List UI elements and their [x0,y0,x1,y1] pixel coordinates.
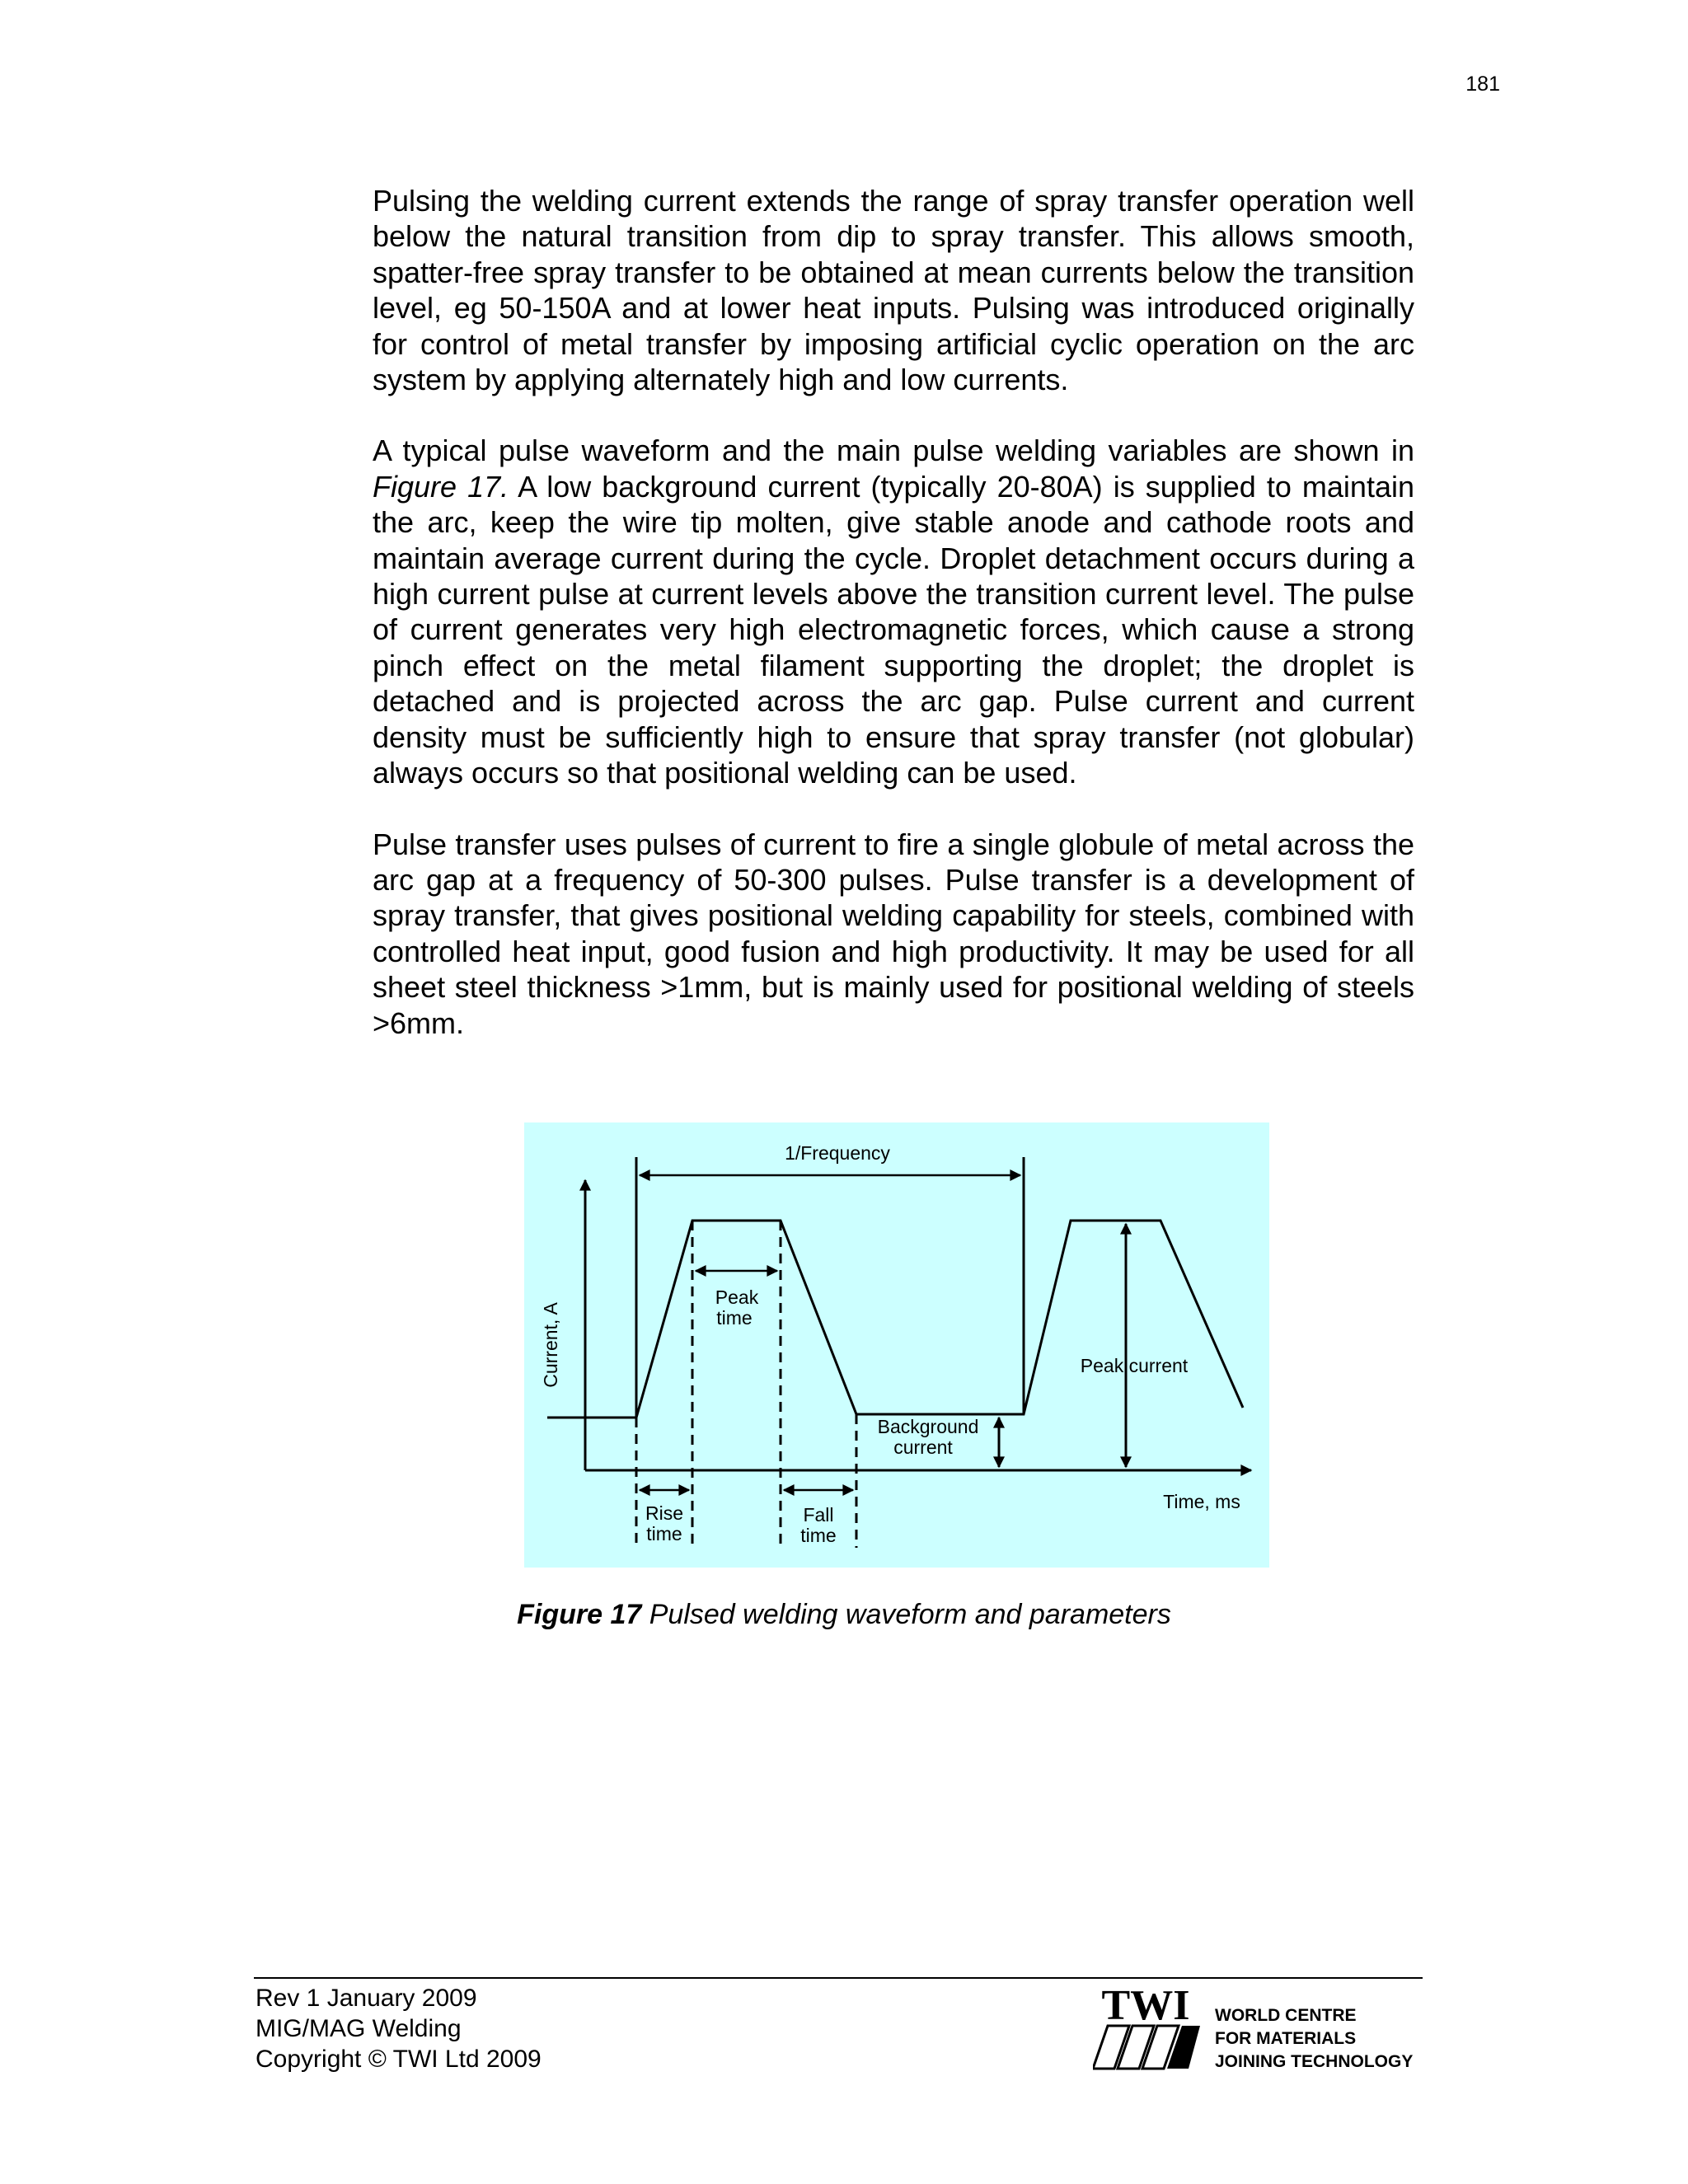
caption-label: Figure 17 [517,1599,642,1630]
body-text [373,183,1414,1076]
fall-time-label-1: Fall [803,1504,834,1526]
paragraph-3: Pulse transfer uses pulses of current to fire a single globule of metal across the arc gap at a frequency of 50-300 pulses. Pulse transfer is a development of spray transfer, that gives positional welding capability for steels, combined with controlled heat input, good fusion and high productivity. It may be used for all sheet steel thickness >1mm, but is mainly used for positional welding of steels >6mm. [373,827,1414,1040]
footer-info [256,1983,542,2074]
footer-document-title: MIG/MAG Welding [256,2015,462,2042]
twi-tagline [1215,2004,1413,2074]
twi-logo [1093,1983,1200,2074]
pulse-waveform-figure [524,1122,1269,1568]
twi-tagline-line-3: JOINING TECHNOLOGY [1215,2052,1414,2071]
fall-time-label-2: time [800,1525,837,1546]
x-axis-label: Time, ms [1163,1491,1240,1512]
frequency-label: 1/Frequency [785,1142,890,1164]
footer-copyright: Copyright © TWI Ltd 2009 [256,2046,542,2073]
peak-time-label-2: time [716,1307,753,1329]
peak-time-label-1: Peak [715,1286,759,1308]
caption-text: Pulsed welding waveform and parameters [641,1599,1171,1630]
footer-revision: Rev 1 January 2009 [256,1985,477,2012]
paragraph-1: Pulsing the welding current extends the range of spray transfer operation well below the natural transition from dip to spray transfer. This allows smooth, spatter-free spray transfer to be obtained at mean currents below the transition level, eg 50-150A and at lower heat inputs. Pulsing was introduced originally for control of metal transfer by imposing artificial cyclic operation on the arc system by applying alternately high and low currents. [373,184,1414,397]
paragraph-2 [373,433,1414,790]
page-number: 181 [1465,73,1500,96]
figure-caption [0,1599,1688,1631]
rise-time-label-1: Rise [645,1502,684,1524]
twi-tagline-line-1: WORLD CENTRE [1215,2006,1357,2025]
paragraph-2-rest: A low background current (typically 20-80A) is supplied to maintain the arc, keep the wire tip molten, give stable anode and cathode roots and maintain average current during the cycle. Droplet detachment occurs during a high current pulse at current levels above the transition current level. The pulse of current generates very high electromagnetic forces, which cause a strong pinch effect on the metal filament supporting the droplet; the droplet is detached and is projected across the arc gap. Pulse current and current density must be sufficiently high to ensure that spray transfer (not globular) always occurs so that positional welding can be used. [373,469,1414,790]
figure-reference: Figure 17. [373,469,509,504]
twi-tagline-line-2: FOR MATERIALS [1215,2029,1357,2048]
twi-logo-wordmark: TWI [1101,1983,1190,2029]
rise-time-label-2: time [646,1523,682,1544]
y-axis-label: Current, A [540,1302,561,1388]
peak-current-label: Peak current [1080,1355,1189,1376]
background-current-label-2: current [893,1436,953,1458]
background-current-label-1: Background [877,1416,979,1437]
paragraph-2-start: A typical pulse waveform and the main pulse welding variables are shown in [373,434,1414,468]
footer-divider [254,1977,1423,1979]
